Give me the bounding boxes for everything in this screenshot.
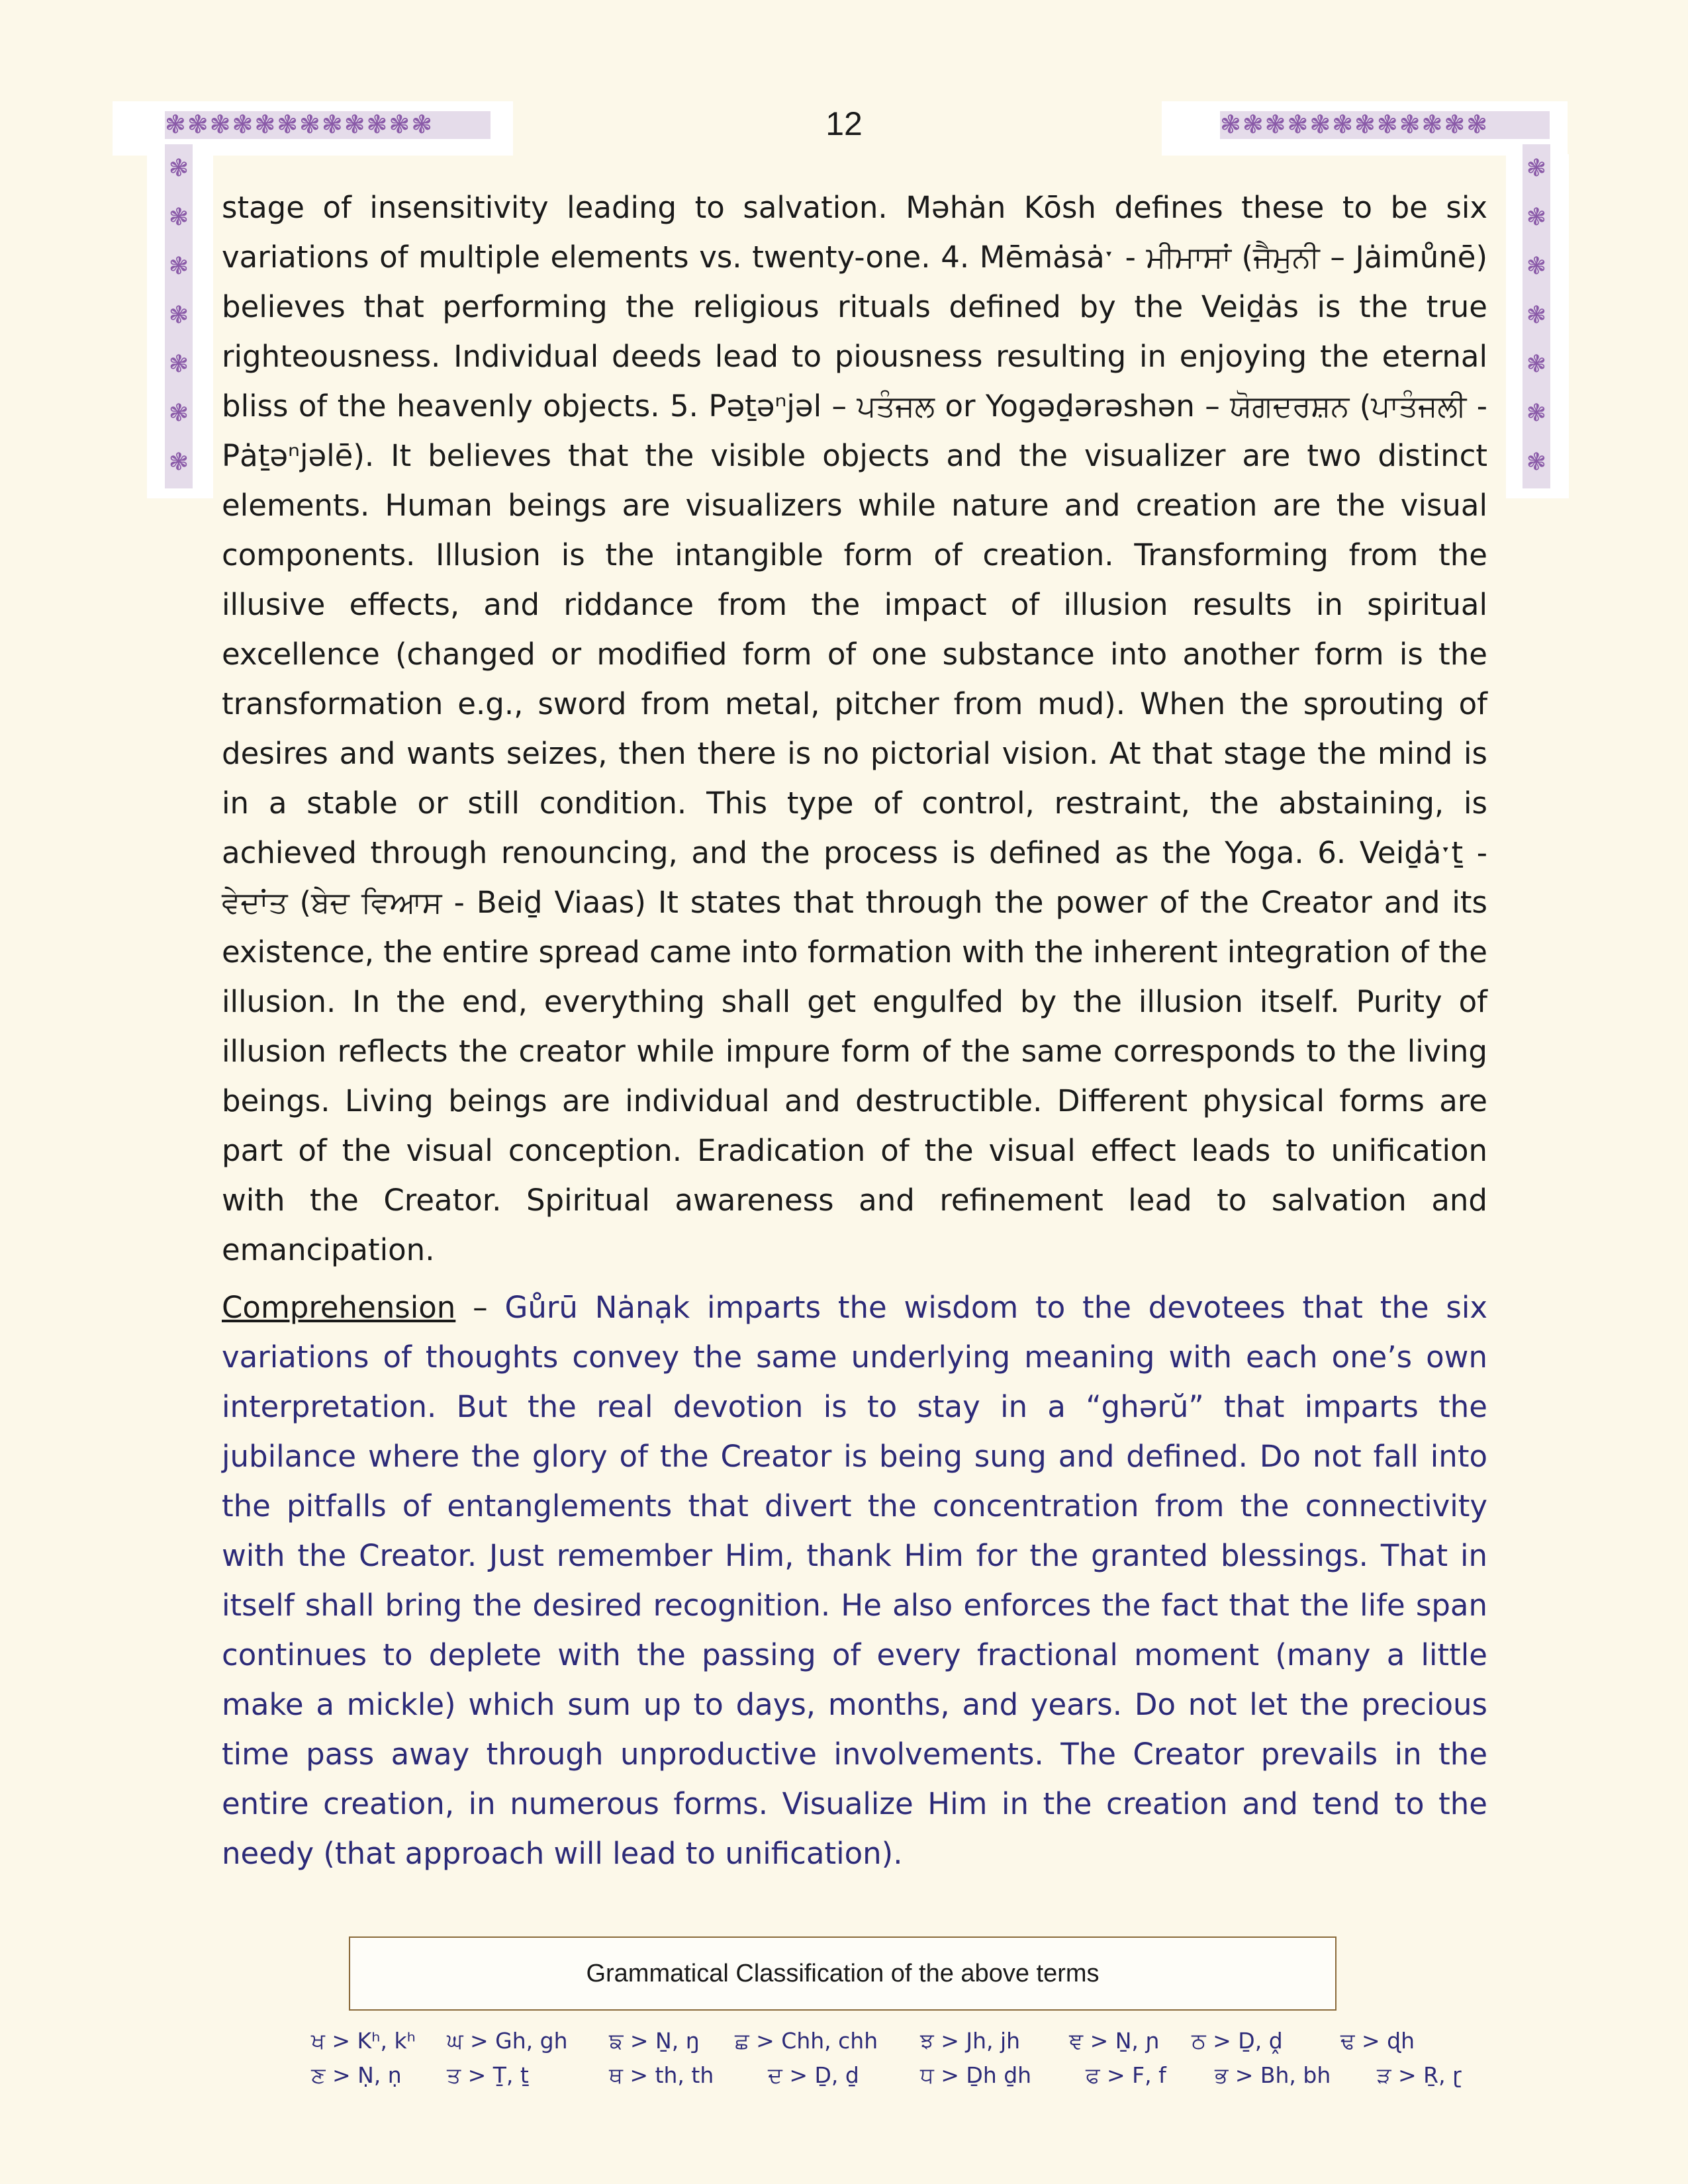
translit-item: ਝ > Jh, jh xyxy=(920,2028,1021,2054)
ornament-border-right: ❃❃❃❃❃❃❃ xyxy=(1523,144,1550,488)
page-number: 12 xyxy=(825,105,863,142)
comprehension-text: Gůrū Nȧnạk imparts the wisdom to the devotees that the six variations of thoughts convey the same underlying meaning with each one’s own interpretation. But the real devotion is to stay in a “ghərŭ” that imparts the jubilance where the glory of the Creator is being sung and defined. Do not fall into the pitfalls of entanglements that divert the concentration from the connectivity with the Creator. Just remember Him, thank Him for the granted blessings. That in itself shall bring the desired recognition. He also enforces the fact that the life span continues to deplete with the passing of every fractional moment (many a little make a mickle) which sum up to days, months, and years. Do not let the precious time pass away through unproductive involvements. The Creator prevails in the entire creation, in numerous forms. Visualize Him in the creation and tend to the needy (that approach will lead to unification). xyxy=(222,1290,1487,1871)
translit-item: ਠ > Ḏ, ḓ xyxy=(1192,2028,1283,2054)
translit-item: ਥ > th, th xyxy=(609,2062,714,2088)
translit-item: ਘ > Gh, gh xyxy=(447,2028,568,2054)
main-content xyxy=(222,183,1487,1878)
translit-item: ਣ > Ṇ, ṇ xyxy=(311,2062,402,2088)
translit-item: ਞ > Ṉ, ɲ xyxy=(1069,2028,1160,2054)
translit-item: ਢ > ɖh xyxy=(1340,2028,1415,2054)
body-paragraph: stage of insensitivity leading to salvation. Məhȧn Kōsh defines these to be six variations of multiple elements vs. twenty-one. 4. Mēmȧsȧˑ - ਮੀਮਾਸਾਂ (ਜੈਮੁਨੀ – Jȧimůnē) believes that performing the religious rituals defined by the Veiḏȧs is the true righteousness. Individual deeds lead to piousness resulting in enjoying the eternal bliss of the heavenly objects. 5. Pəṯəⁿjəl – ਪਤੰਜਲ or Yogəḏərəshən – ਯੋਗਦਰਸ਼ਨ (ਪਾਤੰਜਲੀ - Pȧṯəⁿjəlē). It believes that the visible objects and the visualizer are two distinct elements. Human beings are visualizers while nature and creation are the visual components. Illusion is the intangible form of creation. Transforming from the illusive effects, and riddance from the impact of illusion results in spiritual excellence (changed or modified form of one substance into another form is the transformation e.g., sword from metal, pitcher from mud). When the sprouting of desires and wants seizes, then there is no pictorial vision. At that stage the mind is in a stable or still condition. This type of control, restraint, the abstaining, is achieved through renouncing, and the process is defined as the Yoga. 6. Veiḏȧˑṯ - ਵੇਦਾਂਤ (ਬੇਦ ਵਿਆਸ - Beiḏ Viaas) It states that through the power of the Creator and its existence, the entire spread came into formation with the inherent integration of the illusion. In the end, everything shall get engulfed by the illusion itself. Purity of illusion reflects the creator while impure form of the same corresponds to the living beings. Living beings are individual and destructible. Different physical forms are part of the visual conception. Eradication of the visual effect leads to unification with the Creator. Spiritual awareness and refinement lead to salvation and emancipation. xyxy=(222,190,1487,1267)
comprehension-paragraph xyxy=(222,1283,1487,1878)
comprehension-label: Comprehension xyxy=(222,1290,456,1325)
ornament-border-left: ❃❃❃❃❃❃❃ xyxy=(165,144,193,488)
translit-item: ੜ > Ṟ, ɽ xyxy=(1377,2062,1462,2088)
transliteration-row-1 xyxy=(311,2024,1489,2058)
translit-item: ਫ > F, f xyxy=(1086,2062,1166,2088)
translit-item: ਧ > Ḏh ḏh xyxy=(920,2062,1032,2088)
transliteration-key xyxy=(311,2024,1489,2093)
grammar-classification-box xyxy=(349,1936,1336,2011)
translit-item: ਤ > Ṯ, ṯ xyxy=(447,2062,529,2088)
translit-item: ਙ > Ṉ, ŋ xyxy=(609,2028,700,2054)
comprehension-dash: – xyxy=(455,1290,505,1325)
ornament-border-top-right: ❃❃❃❃❃❃❃❃❃❃❃❃ xyxy=(1220,111,1550,139)
translit-item: ਭ > Bh, bh xyxy=(1215,2062,1331,2088)
translit-item: ਦ > Ḏ, ḏ xyxy=(768,2062,859,2088)
grammar-box-title: Grammatical Classification of the above terms xyxy=(586,1959,1100,1987)
ornament-border-top-left: ❃❃❃❃❃❃❃❃❃❃❃❃ xyxy=(165,111,491,139)
translit-item: ਖ > Kʰ, kʰ xyxy=(311,2028,416,2054)
translit-item: ਛ > Chh, chh xyxy=(735,2028,878,2054)
transliteration-row-2 xyxy=(311,2058,1489,2093)
